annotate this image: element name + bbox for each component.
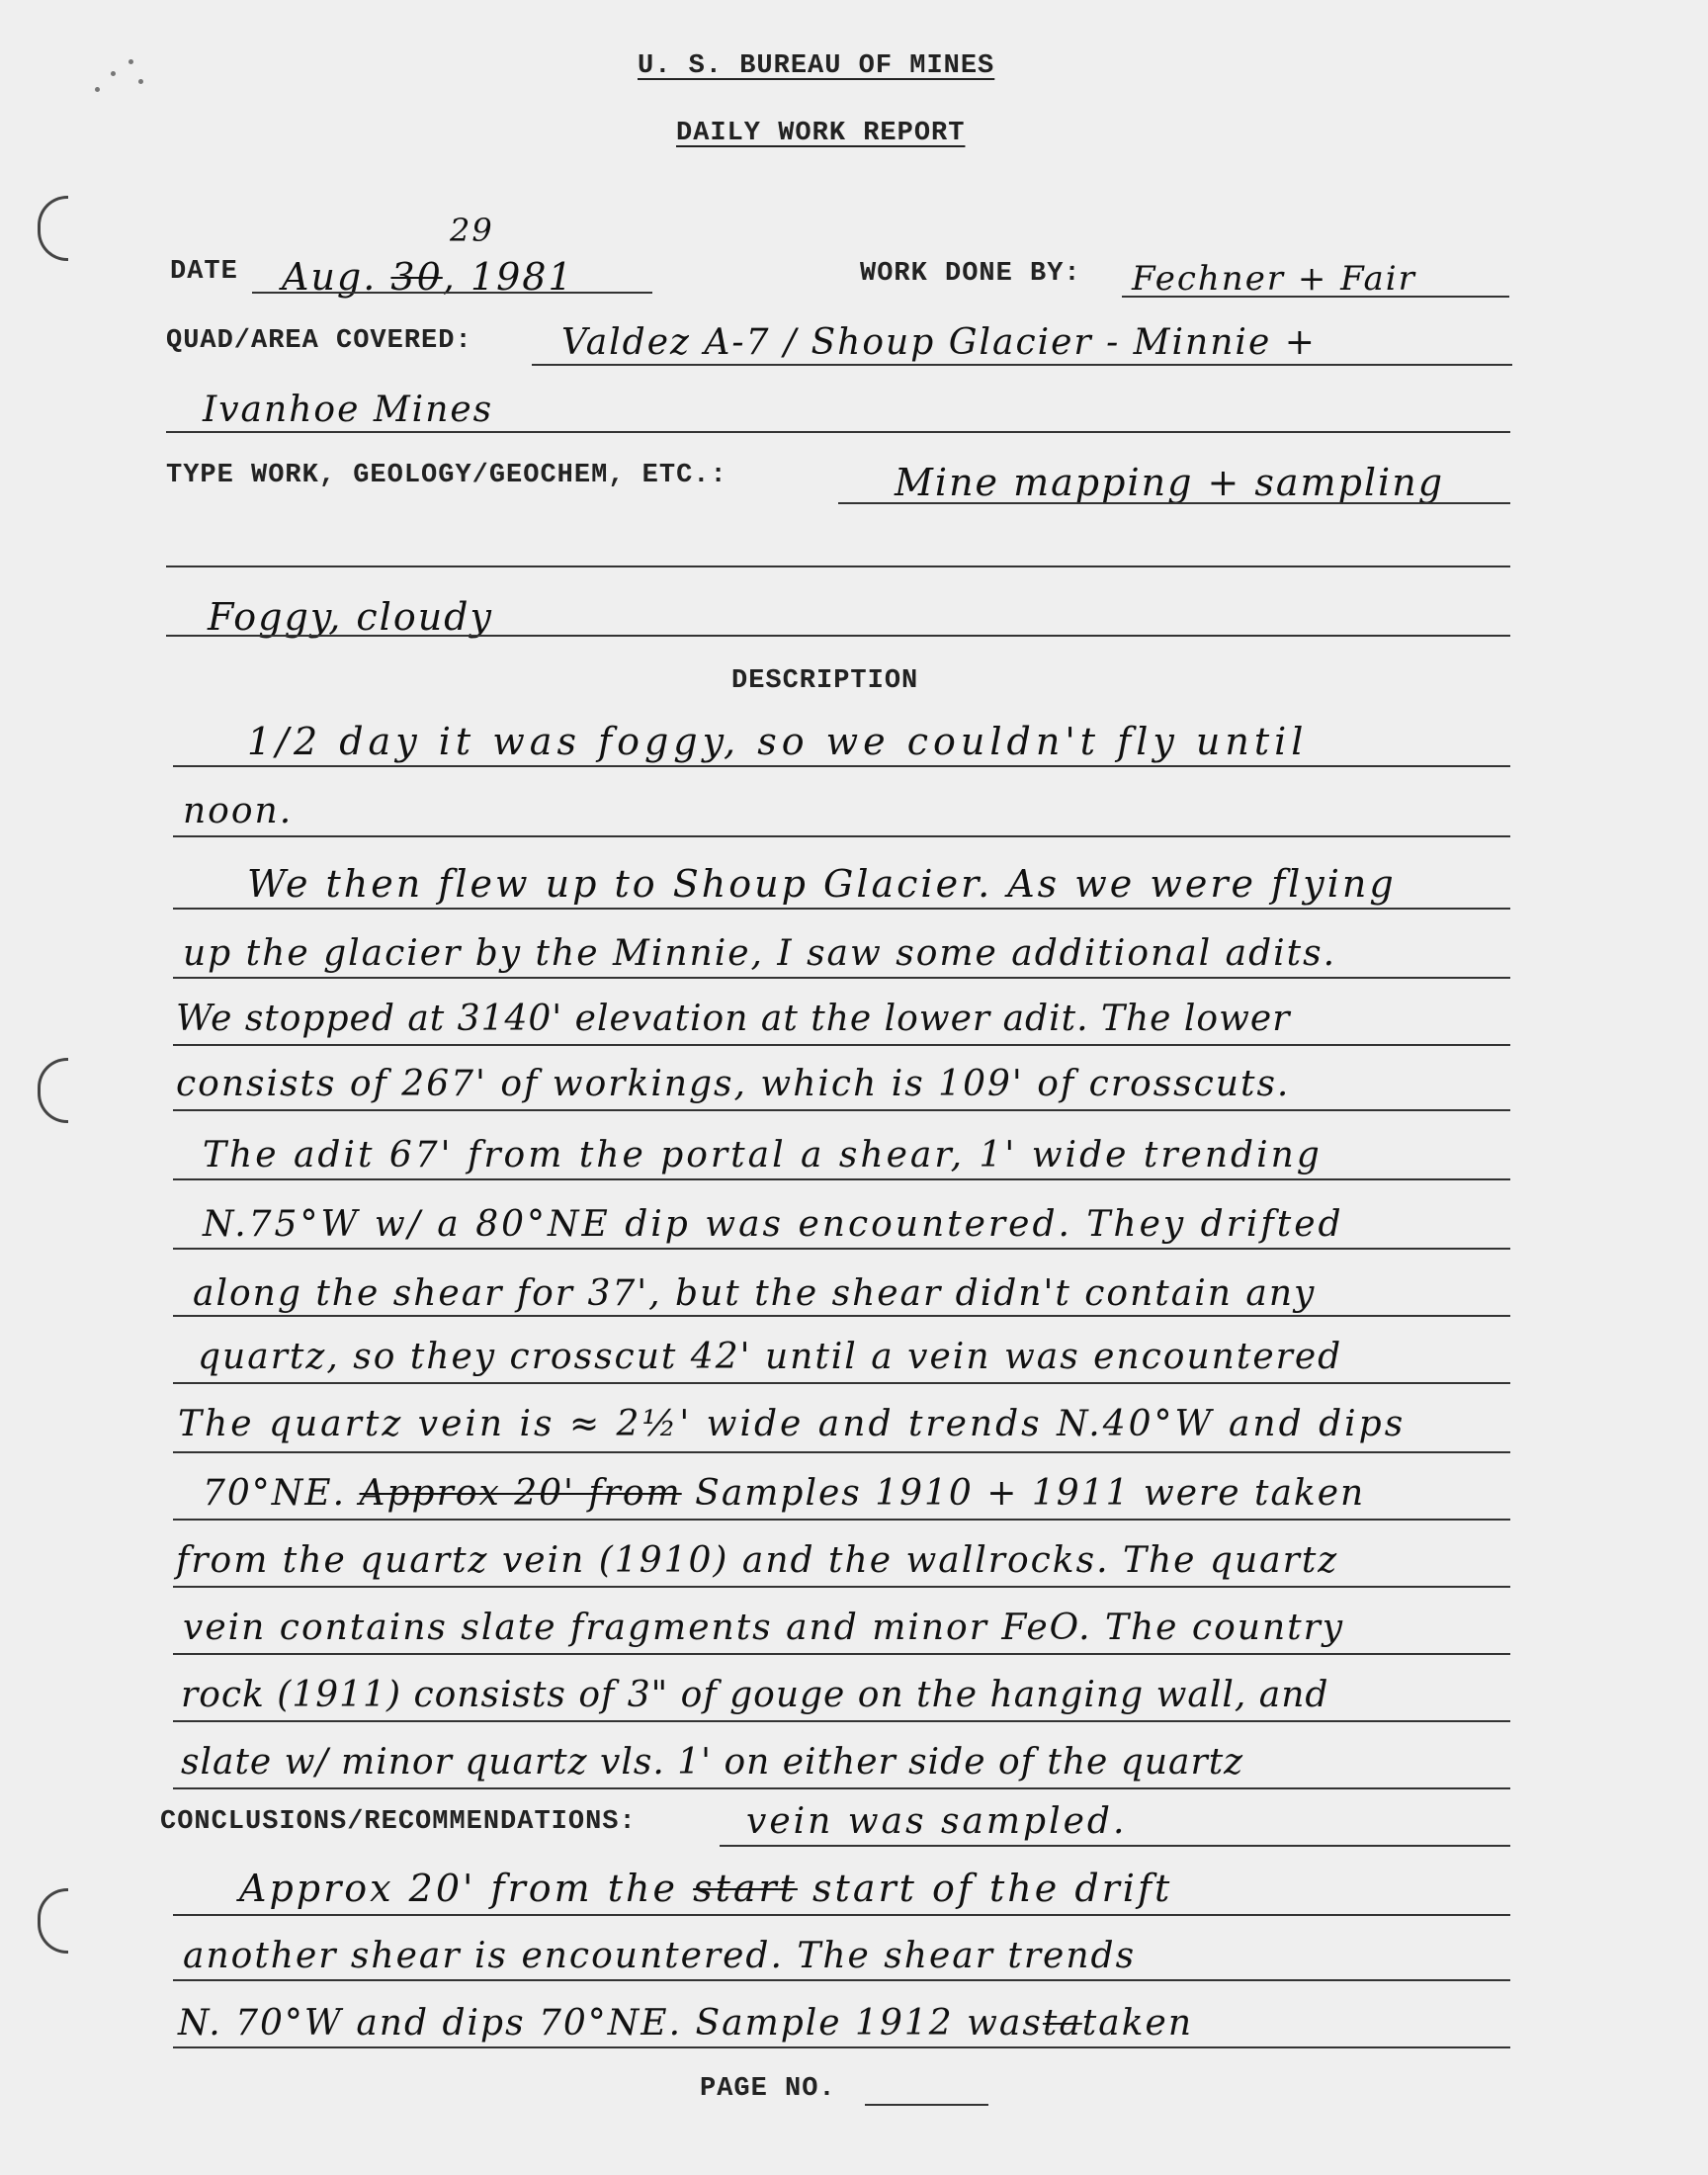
dip-value: 70°NE. [203, 1473, 347, 1514]
speck [95, 87, 100, 92]
description-rule [173, 1109, 1510, 1111]
weather-line [166, 635, 1510, 637]
description-rule [173, 977, 1510, 979]
description-line: 1/2 day it was foggy, so we couldn't fly until [247, 720, 1309, 763]
description-line [203, 1473, 1365, 1514]
type-work-line-1 [838, 502, 1510, 504]
punch-hole-top [38, 196, 68, 261]
description-line: We then flew up to Shoup Glacier. As we were flying [247, 862, 1397, 906]
description-rule [173, 1315, 1510, 1317]
conclusions-line: another shear is encountered. The shear trends [183, 1936, 1137, 1976]
speck [138, 79, 143, 84]
description-rule [173, 1720, 1510, 1722]
conclusions-line-3 [173, 2046, 1510, 2048]
description-rule [173, 1586, 1510, 1588]
speck [128, 59, 133, 64]
description-rule [173, 908, 1510, 910]
conclusions-continuation: vein was sampled. [746, 1801, 1128, 1842]
conclusions-text: N. 70°W and dips 70°NE. Sample 1912 was [178, 2003, 1043, 2044]
description-rule [173, 1044, 1510, 1046]
speck [111, 71, 116, 76]
description-rule [173, 765, 1510, 767]
conclusions-text: start of the drift [812, 1867, 1173, 1910]
quad-value-line2: Ivanhoe Mines [203, 390, 494, 430]
description-line: We stopped at 3140' elevation at the lower adit. The lower [176, 999, 1291, 1039]
type-work-label: TYPE WORK, GEOLOGY/GEOCHEM, ETC.: [166, 461, 727, 490]
description-line: quartz, so they crosscut 42' until a vein was encountered [198, 1337, 1343, 1377]
struck-text: Approx 20' from [359, 1473, 682, 1514]
work-done-by-value: Fechner + Fair [1132, 259, 1416, 299]
weather-notes: Foggy, cloudy [208, 595, 493, 639]
type-work-value: Mine mapping + sampling [895, 461, 1445, 504]
date-month: Aug. [282, 255, 378, 299]
agency-title: U. S. BUREAU OF MINES [638, 51, 995, 81]
description-line: The quartz vein is ≈ 2½' wide and trends N.40°W and dips [178, 1404, 1407, 1444]
conclusions-line-1 [173, 1914, 1510, 1916]
work-done-by-line [1122, 296, 1509, 298]
description-rule [173, 1787, 1510, 1789]
page-number-label: PAGE NO. [700, 2074, 836, 2104]
punch-hole-middle [38, 1058, 68, 1123]
conclusions-line [239, 1867, 1172, 1910]
description-rule [173, 1248, 1510, 1250]
struck-text: ta [1042, 2003, 1082, 2044]
work-done-by-label: WORK DONE BY: [860, 259, 1081, 289]
samples-text: Samples 1910 + 1911 were taken [695, 1473, 1366, 1514]
description-rule [173, 1451, 1510, 1453]
conclusions-text: Approx 20' from the [239, 1867, 678, 1910]
description-line: consists of 267' of workings, which is 109' of crosscuts. [176, 1064, 1291, 1104]
conclusions-line [178, 2003, 1193, 2044]
struck-text: start [693, 1867, 798, 1910]
description-line: The adit 67' from the portal a shear, 1' wide trending [203, 1135, 1323, 1175]
conclusions-text: taken [1081, 2003, 1194, 2044]
conclusions-line-2 [173, 1979, 1510, 1981]
quad-label: QUAD/AREA COVERED: [166, 326, 472, 356]
description-line: noon. [183, 791, 294, 831]
description-line: up the glacier by the Minnie, I saw some additional adits. [183, 933, 1337, 974]
conclusions-line-0 [720, 1845, 1510, 1847]
description-line: from the quartz vein (1910) and the wallrocks. The quartz [176, 1540, 1339, 1581]
date-day-struck: 30 [390, 255, 443, 299]
type-work-line-2 [166, 566, 1510, 567]
page-number-line [865, 2104, 988, 2106]
date-correction: 29 [450, 212, 494, 249]
quad-value-line1: Valdez A-7 / Shoup Glacier - Minnie + [561, 322, 1317, 363]
quad-line-1 [532, 364, 1512, 366]
description-rule [173, 835, 1510, 837]
description-rule [173, 1178, 1510, 1180]
description-line: vein contains slate fragments and minor FeO. The country [183, 1608, 1345, 1648]
date-year: , 1981 [442, 255, 574, 299]
description-line: along the shear for 37', but the shear didn't contain any [193, 1273, 1317, 1314]
description-rule [173, 1653, 1510, 1655]
form-title: DAILY WORK REPORT [676, 119, 966, 148]
date-label: DATE [170, 257, 238, 287]
description-line: N.75°W w/ a 80°NE dip was encountered. They drifted [203, 1204, 1344, 1245]
conclusions-label: CONCLUSIONS/RECOMMENDATIONS: [160, 1807, 637, 1837]
description-heading: DESCRIPTION [731, 666, 919, 696]
description-line: slate w/ minor quartz vls. 1' on either side of the quartz [181, 1742, 1244, 1783]
date-line [252, 292, 652, 294]
description-rule [173, 1519, 1510, 1521]
description-rule [173, 1382, 1510, 1384]
description-line: rock (1911) consists of 3" of gouge on the hanging wall, and [181, 1675, 1329, 1715]
punch-hole-bottom [38, 1888, 68, 1954]
quad-line-2 [166, 431, 1510, 433]
